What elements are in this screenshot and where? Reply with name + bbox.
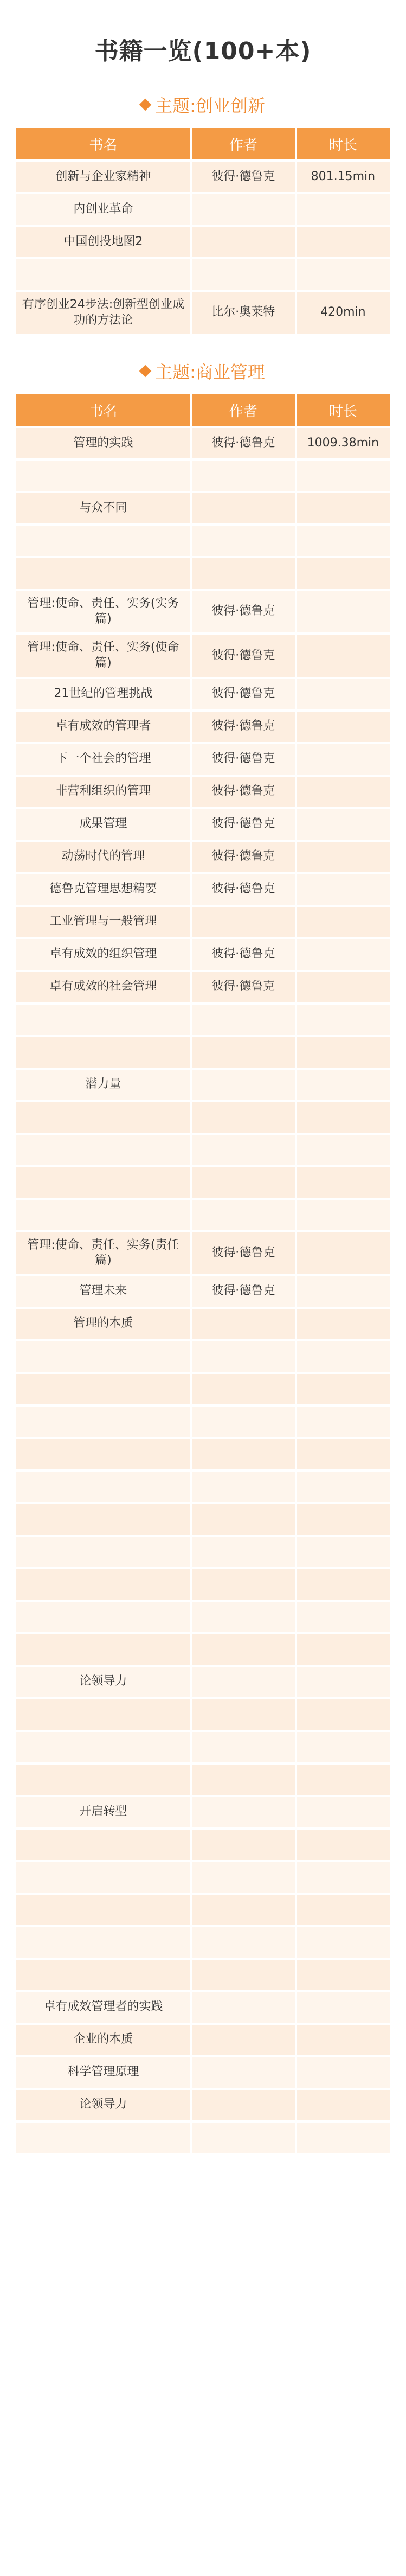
book-author xyxy=(192,227,297,257)
book-length xyxy=(297,1167,390,1198)
book-title xyxy=(16,1634,192,1665)
book-author: 彼得·德鲁克 xyxy=(192,939,297,970)
book-length xyxy=(297,1232,390,1274)
book-author xyxy=(192,1830,297,1860)
section-heading xyxy=(16,356,390,392)
table-row xyxy=(16,2090,390,2120)
book-length xyxy=(297,2090,390,2120)
table-row xyxy=(16,1232,390,1274)
book-length xyxy=(297,1602,390,1632)
book-length xyxy=(297,259,390,290)
book-title: 科学管理原理 xyxy=(16,2057,192,2088)
table-row xyxy=(16,1569,390,1600)
book-author xyxy=(192,1472,297,1502)
book-length xyxy=(297,1472,390,1502)
book-author xyxy=(192,1895,297,1925)
book-length xyxy=(297,1895,390,1925)
book-author: 彼得·德鲁克 xyxy=(192,712,297,742)
book-title: 管理:使命、责任、实务(使命篇) xyxy=(16,635,192,676)
table-row xyxy=(16,162,390,192)
book-length xyxy=(297,939,390,970)
table-header-row xyxy=(16,128,390,159)
book-title: 与众不同 xyxy=(16,493,192,523)
book-author xyxy=(192,2057,297,2088)
book-title xyxy=(16,1504,192,1535)
book-length xyxy=(297,679,390,709)
book-title: 德鲁克管理思想精要 xyxy=(16,874,192,905)
book-length: 801.15min xyxy=(297,162,390,192)
book-title xyxy=(16,2123,192,2153)
book-length xyxy=(297,558,390,589)
book-title: 有序创业24步法:创新型创业成功的方法论 xyxy=(16,292,192,334)
book-length xyxy=(297,635,390,676)
book-author: 彼得·德鲁克 xyxy=(192,679,297,709)
book-title: 下一个社会的管理 xyxy=(16,744,192,775)
book-title xyxy=(16,1200,192,1230)
table-row xyxy=(16,1341,390,1372)
book-author: 彼得·德鲁克 xyxy=(192,972,297,1002)
book-author xyxy=(192,1309,297,1339)
book-length xyxy=(297,493,390,523)
book-length xyxy=(297,712,390,742)
table-row xyxy=(16,1699,390,1730)
book-title: 开启转型 xyxy=(16,1797,192,1827)
book-title xyxy=(16,1005,192,1035)
table-row xyxy=(16,635,390,676)
table-row xyxy=(16,1537,390,1567)
book-length xyxy=(297,1504,390,1535)
book-title xyxy=(16,1569,192,1600)
book-title xyxy=(16,1374,192,1404)
section-heading xyxy=(16,90,390,126)
book-title xyxy=(16,1439,192,1469)
table-row xyxy=(16,1602,390,1632)
book-section xyxy=(16,356,390,2155)
table-row xyxy=(16,461,390,491)
book-title xyxy=(16,558,192,589)
table-row xyxy=(16,1037,390,1068)
book-title xyxy=(16,1862,192,1893)
book-author: 彼得·德鲁克 xyxy=(192,591,297,632)
book-title: 卓有成效的社会管理 xyxy=(16,972,192,1002)
book-title xyxy=(16,1537,192,1567)
book-title: 21世纪的管理挑战 xyxy=(16,679,192,709)
table-row xyxy=(16,1667,390,1697)
book-author xyxy=(192,1602,297,1632)
table-row xyxy=(16,1765,390,1795)
book-author xyxy=(192,1037,297,1068)
table-row xyxy=(16,428,390,458)
book-length xyxy=(297,1439,390,1469)
book-length xyxy=(297,1765,390,1795)
book-length xyxy=(297,874,390,905)
book-title xyxy=(16,1407,192,1437)
book-author: 彼得·德鲁克 xyxy=(192,777,297,807)
table-row xyxy=(16,558,390,589)
book-length xyxy=(297,842,390,872)
book-length xyxy=(297,2123,390,2153)
book-author xyxy=(192,1960,297,1990)
book-length xyxy=(297,1309,390,1339)
book-length xyxy=(297,1992,390,2023)
book-title xyxy=(16,1765,192,1795)
page-title: 书籍一览(100+本) xyxy=(94,37,312,65)
book-title: 企业的本质 xyxy=(16,2025,192,2055)
book-title: 潜力量 xyxy=(16,1070,192,1100)
table-row xyxy=(16,2057,390,2088)
book-length xyxy=(297,2025,390,2055)
book-length xyxy=(297,1070,390,1100)
table-row xyxy=(16,712,390,742)
book-author xyxy=(192,1102,297,1133)
book-length: 1009.38min xyxy=(297,428,390,458)
book-author: 彼得·德鲁克 xyxy=(192,874,297,905)
diamond-icon xyxy=(139,365,152,378)
table-row xyxy=(16,1634,390,1665)
table-row xyxy=(16,2123,390,2153)
book-author xyxy=(192,1374,297,1404)
book-author: 彼得·德鲁克 xyxy=(192,744,297,775)
table-row xyxy=(16,1504,390,1535)
book-author xyxy=(192,2123,297,2153)
table-row xyxy=(16,1797,390,1827)
table-row xyxy=(16,1960,390,1990)
book-author xyxy=(192,1407,297,1437)
book-author: 彼得·德鲁克 xyxy=(192,1276,297,1307)
book-title xyxy=(16,1699,192,1730)
book-length xyxy=(297,1276,390,1307)
book-title: 内创业革命 xyxy=(16,194,192,225)
book-length xyxy=(297,1797,390,1827)
book-length xyxy=(297,1732,390,1762)
book-author: 彼得·德鲁克 xyxy=(192,842,297,872)
table-row xyxy=(16,1102,390,1133)
table-row xyxy=(16,939,390,970)
book-author xyxy=(192,1167,297,1198)
table-row xyxy=(16,1732,390,1762)
book-length xyxy=(297,2057,390,2088)
table-row xyxy=(16,744,390,775)
table-row xyxy=(16,907,390,937)
book-title xyxy=(16,259,192,290)
column-header-length: 时长 xyxy=(297,394,390,426)
book-title xyxy=(16,1830,192,1860)
table-row xyxy=(16,1135,390,1165)
book-section xyxy=(16,90,390,336)
book-sections xyxy=(16,90,390,2155)
book-author xyxy=(192,1005,297,1035)
table-row xyxy=(16,259,390,290)
book-author: 比尔·奥莱特 xyxy=(192,292,297,334)
book-length xyxy=(297,809,390,840)
book-title xyxy=(16,1602,192,1632)
book-author xyxy=(192,1765,297,1795)
table-row xyxy=(16,1407,390,1437)
book-title: 论领导力 xyxy=(16,1667,192,1697)
table-row xyxy=(16,1472,390,1502)
book-author: 彼得·德鲁克 xyxy=(192,635,297,676)
book-author xyxy=(192,194,297,225)
book-author xyxy=(192,493,297,523)
section-heading-label: 主题:创业创新 xyxy=(155,95,265,116)
book-title: 创新与企业家精神 xyxy=(16,162,192,192)
book-author xyxy=(192,2025,297,2055)
table-row xyxy=(16,1167,390,1198)
book-length xyxy=(297,1407,390,1437)
book-author xyxy=(192,2090,297,2120)
book-length xyxy=(297,194,390,225)
book-title xyxy=(16,1895,192,1925)
book-title: 动荡时代的管理 xyxy=(16,842,192,872)
book-title: 卓有成效管理者的实践 xyxy=(16,1992,192,2023)
book-title: 管理的本质 xyxy=(16,1309,192,1339)
column-header-author: 作者 xyxy=(192,128,297,159)
table-row xyxy=(16,1070,390,1100)
table-row xyxy=(16,1374,390,1404)
book-length xyxy=(297,526,390,556)
book-author xyxy=(192,461,297,491)
book-author xyxy=(192,526,297,556)
book-length xyxy=(297,777,390,807)
book-author xyxy=(192,907,297,937)
book-author: 彼得·德鲁克 xyxy=(192,428,297,458)
column-header-title: 书名 xyxy=(16,394,192,426)
table-row xyxy=(16,1862,390,1893)
table-row xyxy=(16,227,390,257)
book-author: 彼得·德鲁克 xyxy=(192,162,297,192)
column-header-author: 作者 xyxy=(192,394,297,426)
book-title xyxy=(16,526,192,556)
book-title: 论领导力 xyxy=(16,2090,192,2120)
book-length xyxy=(297,1537,390,1567)
book-title xyxy=(16,1037,192,1068)
book-length xyxy=(297,461,390,491)
books-table xyxy=(16,392,390,2155)
book-title xyxy=(16,1927,192,1958)
column-header-title: 书名 xyxy=(16,128,192,159)
column-header-length: 时长 xyxy=(297,128,390,159)
book-title: 卓有成效的管理者 xyxy=(16,712,192,742)
book-author xyxy=(192,1927,297,1958)
book-title xyxy=(16,1135,192,1165)
book-length xyxy=(297,744,390,775)
book-author xyxy=(192,1569,297,1600)
table-row xyxy=(16,2025,390,2055)
book-author xyxy=(192,1504,297,1535)
book-length xyxy=(297,1569,390,1600)
book-length xyxy=(297,1862,390,1893)
table-row xyxy=(16,1927,390,1958)
book-title: 工业管理与一般管理 xyxy=(16,907,192,937)
book-title xyxy=(16,1341,192,1372)
book-title: 管理未来 xyxy=(16,1276,192,1307)
table-row xyxy=(16,1309,390,1339)
book-author xyxy=(192,1439,297,1469)
book-length xyxy=(297,1135,390,1165)
book-title xyxy=(16,1472,192,1502)
table-row xyxy=(16,194,390,225)
table-row xyxy=(16,972,390,1002)
section-heading-label: 主题:商业管理 xyxy=(155,362,265,383)
book-title xyxy=(16,1732,192,1762)
book-author xyxy=(192,1135,297,1165)
book-length xyxy=(297,1960,390,1990)
book-title xyxy=(16,1167,192,1198)
book-author xyxy=(192,1341,297,1372)
book-length: 420min xyxy=(297,292,390,334)
table-row xyxy=(16,679,390,709)
table-row xyxy=(16,1005,390,1035)
book-title: 非营利组织的管理 xyxy=(16,777,192,807)
table-row xyxy=(16,809,390,840)
book-title xyxy=(16,1960,192,1990)
book-length xyxy=(297,1102,390,1133)
table-header-row xyxy=(16,394,390,426)
book-length xyxy=(297,1830,390,1860)
book-title: 管理:使命、责任、实务(责任篇) xyxy=(16,1232,192,1274)
book-length xyxy=(297,907,390,937)
book-length xyxy=(297,1374,390,1404)
table-row xyxy=(16,1830,390,1860)
table-row xyxy=(16,591,390,632)
table-row xyxy=(16,1992,390,2023)
book-title: 卓有成效的组织管理 xyxy=(16,939,192,970)
table-row xyxy=(16,526,390,556)
table-row xyxy=(16,874,390,905)
book-length xyxy=(297,591,390,632)
book-title xyxy=(16,461,192,491)
table-row xyxy=(16,777,390,807)
book-author xyxy=(192,1732,297,1762)
book-length xyxy=(297,1005,390,1035)
book-length xyxy=(297,1927,390,1958)
book-author xyxy=(192,558,297,589)
book-title xyxy=(16,1102,192,1133)
book-author xyxy=(192,1992,297,2023)
book-author xyxy=(192,259,297,290)
book-length xyxy=(297,1699,390,1730)
book-author xyxy=(192,1797,297,1827)
book-title: 管理的实践 xyxy=(16,428,192,458)
book-title: 管理:使命、责任、实务(实务篇) xyxy=(16,591,192,632)
book-length xyxy=(297,1667,390,1697)
book-length xyxy=(297,1341,390,1372)
table-row xyxy=(16,1895,390,1925)
book-length xyxy=(297,1200,390,1230)
table-row xyxy=(16,493,390,523)
book-length xyxy=(297,972,390,1002)
diamond-icon xyxy=(139,99,152,111)
table-row xyxy=(16,842,390,872)
book-author xyxy=(192,1667,297,1697)
table-row xyxy=(16,1439,390,1469)
book-author: 彼得·德鲁克 xyxy=(192,809,297,840)
book-author xyxy=(192,1634,297,1665)
book-author xyxy=(192,1862,297,1893)
table-row xyxy=(16,1200,390,1230)
book-author xyxy=(192,1699,297,1730)
book-author: 彼得·德鲁克 xyxy=(192,1232,297,1274)
book-author xyxy=(192,1537,297,1567)
book-length xyxy=(297,1634,390,1665)
table-row xyxy=(16,292,390,334)
book-author xyxy=(192,1200,297,1230)
book-length xyxy=(297,1037,390,1068)
books-table xyxy=(16,126,390,336)
table-row xyxy=(16,1276,390,1307)
book-length xyxy=(297,227,390,257)
book-author xyxy=(192,1070,297,1100)
book-title: 成果管理 xyxy=(16,809,192,840)
book-title: 中国创投地图2 xyxy=(16,227,192,257)
